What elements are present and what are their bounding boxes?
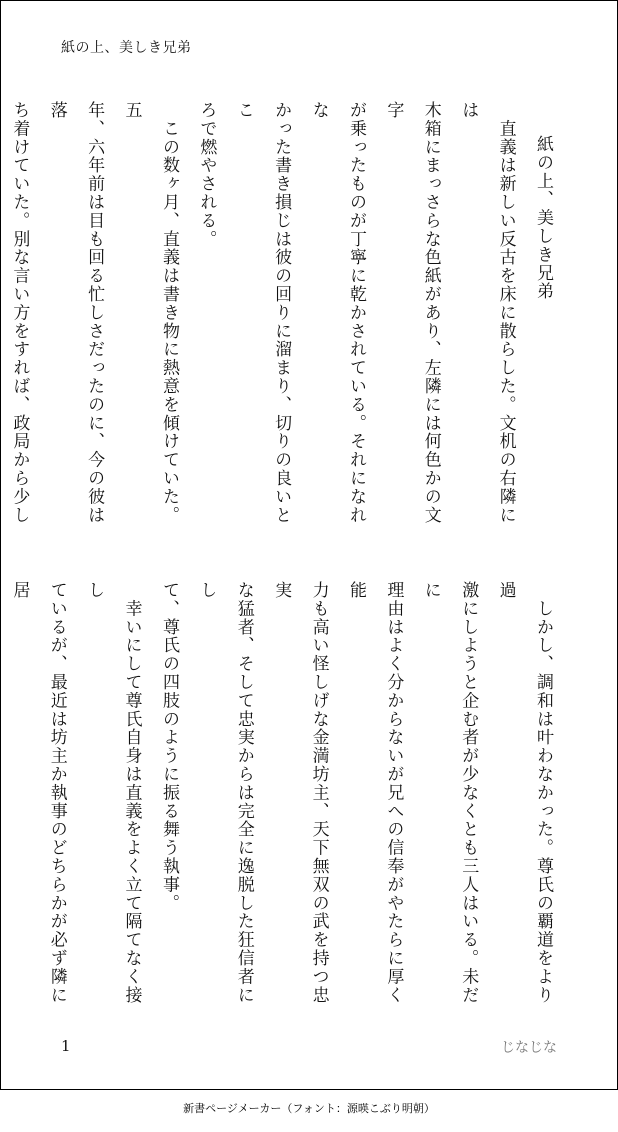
text-line: 激にしようと企む者が少なくとも三人はいる。未だに [420, 581, 479, 1005]
text-line: かった書き損じは彼の回りに溜まり、切りの良いとこ [233, 101, 292, 525]
text-line: て、尊氏の四肢のように振る舞う執事。 [158, 581, 179, 913]
text-line: 理由はよく分からないが兄への信奉がやたらに厚く能 [345, 581, 404, 1005]
text-line: が乗ったものが丁寧に乾かされている。それになれな [308, 101, 366, 525]
text-line: この数ヶ月、直義は書き物に熱意を傾けていた。五 [121, 101, 179, 525]
text-line: 力も高い怪しげな金満坊主、天下無双の武を持つ忠実 [271, 581, 329, 1005]
running-header: 紙の上、美しき兄弟 [61, 40, 192, 56]
text-line: ているが、最近は坊主か執事のどちらかが必ず隣に居 [9, 581, 67, 1005]
text-line: な猛者、そして忠実からは完全に逸脱した狂信者にし [196, 581, 254, 1005]
chapter-title: 紙の上、美しき兄弟 [533, 135, 553, 301]
text-line: 年、六年前は目も回る忙しさだったのに、今の彼は落 [46, 101, 105, 525]
text-line: 木箱にまっさらな色紙があり、左隣には何色かの文字 [383, 101, 441, 525]
author-name: じなじな [501, 1040, 557, 1056]
text-block-top [9, 101, 561, 526]
text-line: ろで燃やされる。 [196, 101, 217, 249]
text-line: ち着けていた。別な言い方をすれば、政局から少し [9, 101, 30, 525]
text-line: 直義は新しい反古を床に散らした。文机の右隣には [458, 101, 516, 525]
text-line: 幸いにして尊氏自身は直義をよく立て隔てなく接し [84, 581, 142, 1005]
text-block-bottom [9, 581, 561, 1006]
page-number: 1 [61, 1037, 71, 1055]
footer-credit: 新書ページメーカー（フォント：源暎こぶり明朝） [183, 1102, 435, 1115]
text-line: しかし、調和は叶わなかった。尊氏の覇道をより過 [495, 581, 553, 1005]
